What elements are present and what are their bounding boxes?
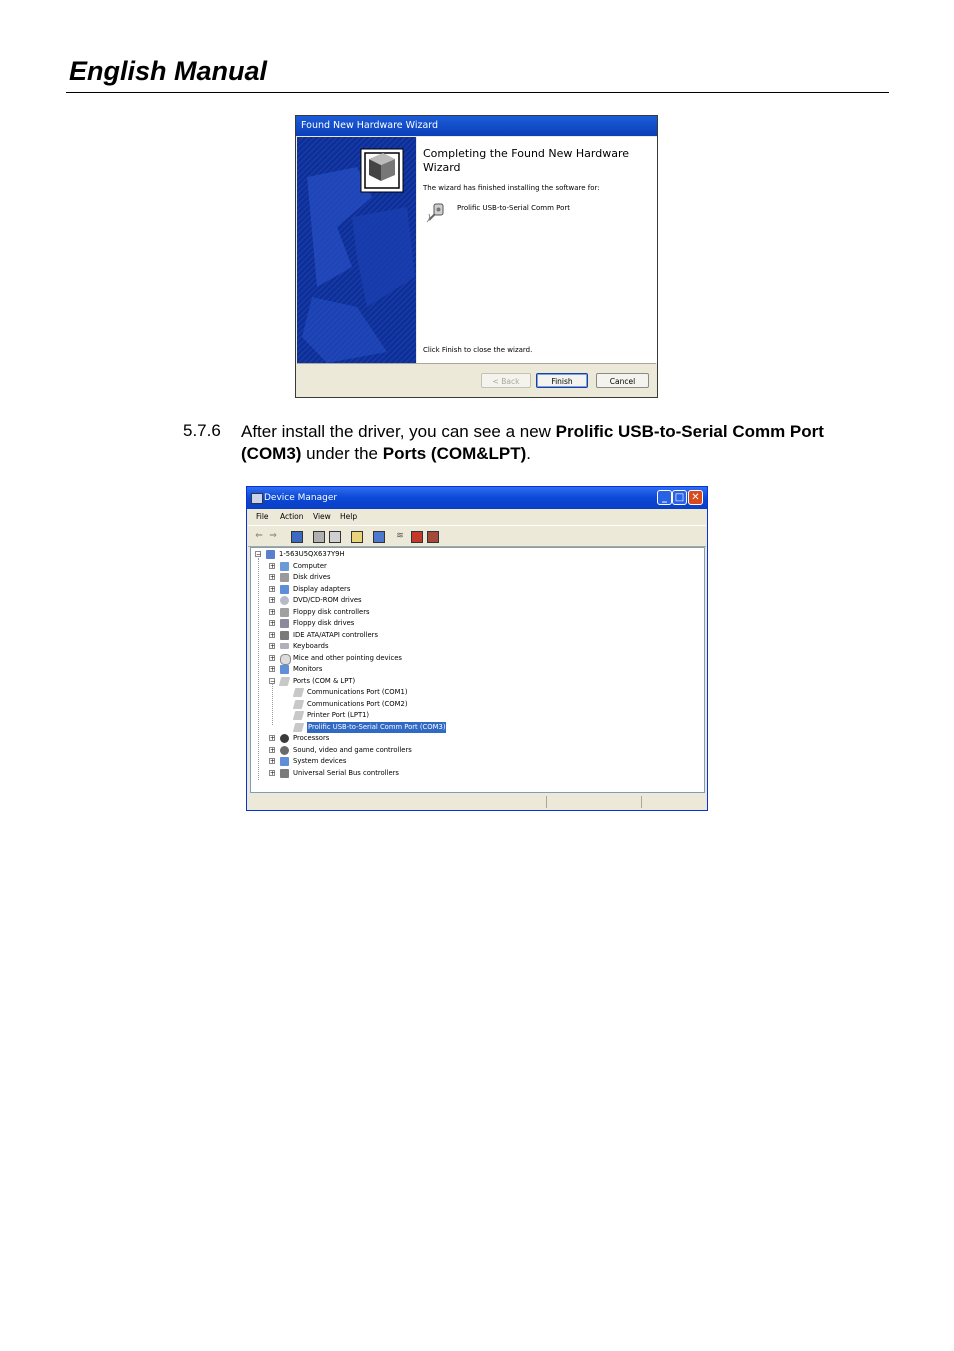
- mouse-icon: [280, 654, 291, 665]
- properties-icon[interactable]: [313, 531, 325, 543]
- expand-toggle[interactable]: +: [270, 597, 276, 604]
- status-divider: [546, 796, 547, 808]
- computer-icon: [280, 562, 289, 571]
- wizard-heading: Completing the Found New Hardware Wizard: [423, 147, 629, 174]
- expand-toggle[interactable]: +: [270, 643, 276, 650]
- minimize-button[interactable]: _: [657, 490, 672, 505]
- step-text-part: After install the driver, you can see a new: [241, 422, 556, 441]
- step-bold-device: Prolific USB-to-Serial Comm Port (COM3): [241, 422, 824, 463]
- tree-item[interactable]: [251, 733, 701, 744]
- tree-item-label: Sound, video and game controllers: [293, 745, 412, 754]
- expand-toggle[interactable]: +: [270, 574, 276, 581]
- usb-icon: [280, 769, 289, 778]
- expand-toggle[interactable]: +: [270, 620, 276, 627]
- disk-icon: [280, 573, 289, 582]
- menu-bar: [248, 509, 706, 525]
- expand-toggle[interactable]: +: [270, 631, 276, 639]
- port-icon: [293, 711, 304, 720]
- tree-item-label: Display adapters: [293, 584, 351, 593]
- device-manager-icon: [251, 493, 263, 504]
- step-text-part: .: [526, 444, 532, 463]
- uninstall-icon[interactable]: [411, 531, 423, 543]
- tree-item-label: IDE ATA/ATAPI controllers: [293, 630, 379, 639]
- menu-file[interactable]: File: [256, 512, 269, 521]
- finish-button[interactable]: Finish: [536, 373, 588, 388]
- dvd-drive-icon: [280, 596, 289, 605]
- tree-item[interactable]: [251, 618, 701, 629]
- device-manager-title: Device Manager: [264, 493, 338, 503]
- tree-item-label: Communications Port (COM1): [307, 688, 408, 696]
- tree-item-ports[interactable]: [251, 676, 701, 687]
- title-rule: [66, 92, 889, 93]
- tree-item-label: Processors: [293, 734, 330, 742]
- port-icon: [293, 723, 304, 732]
- device-manager-window: [246, 486, 708, 811]
- toolbar: [248, 525, 706, 547]
- computer-icon: [266, 550, 275, 559]
- update-driver-icon[interactable]: ≋: [396, 531, 404, 541]
- tree-item-label: Floppy disk controllers: [293, 607, 370, 616]
- forward-arrow-icon[interactable]: ⇒: [269, 531, 277, 541]
- cancel-button[interactable]: Cancel: [596, 373, 649, 388]
- tree-item-label: Floppy disk drives: [293, 619, 355, 627]
- tree-item-label: Mice and other pointing devices: [293, 653, 402, 662]
- tree-item-label: Ports (COM & LPT): [293, 676, 356, 685]
- expand-toggle[interactable]: +: [270, 758, 276, 765]
- device-tree: [250, 547, 705, 793]
- expand-toggle[interactable]: +: [270, 746, 276, 754]
- menu-view[interactable]: View: [313, 512, 331, 521]
- tree-subitem[interactable]: [251, 699, 701, 710]
- status-bar: [248, 794, 706, 809]
- tree-item[interactable]: [251, 630, 701, 641]
- scan-hardware-icon[interactable]: [373, 531, 385, 543]
- step-number: 5.7.6: [183, 421, 221, 440]
- step-bold-ports: Ports (COM&LPT): [382, 444, 527, 463]
- status-divider: [641, 796, 642, 808]
- serial-port-icon: [425, 200, 447, 224]
- back-arrow-icon[interactable]: ⇐: [255, 531, 263, 541]
- tree-item-label: Communications Port (COM2): [307, 699, 408, 708]
- close-button[interactable]: ✕: [688, 490, 703, 505]
- expand-toggle[interactable]: +: [270, 585, 276, 593]
- tree-item[interactable]: [251, 595, 701, 606]
- tree-item[interactable]: [251, 561, 701, 572]
- hardware-wizard-window: [295, 115, 658, 398]
- display-adapter-icon: [280, 585, 289, 594]
- tree-subitem[interactable]: [251, 687, 701, 698]
- tree-item[interactable]: [251, 756, 701, 767]
- monitor-icon: [280, 665, 289, 674]
- tree-item-label: Universal Serial Bus controllers: [293, 768, 399, 777]
- collapse-toggle[interactable]: −: [256, 551, 262, 558]
- wizard-device-name: Prolific USB-to-Serial Comm Port: [457, 204, 570, 212]
- tree-subitem[interactable]: [251, 710, 701, 721]
- wizard-subtext: The wizard has finished installing the software for:: [423, 184, 600, 192]
- expand-toggle[interactable]: +: [270, 769, 276, 777]
- processor-icon: [280, 734, 289, 743]
- page-title: English Manual: [69, 56, 268, 86]
- expand-toggle[interactable]: +: [270, 666, 276, 673]
- tree-item-label: Prolific USB-to-Serial Comm Port (COM3): [308, 722, 446, 731]
- tree-item-label: Monitors: [293, 665, 323, 673]
- port-icon: [293, 688, 304, 697]
- tree-item-label: Keyboards: [293, 642, 329, 650]
- print-icon[interactable]: [329, 531, 341, 543]
- menu-action[interactable]: Action: [280, 512, 304, 521]
- wizard-title-bar: Found New Hardware Wizard: [296, 116, 657, 136]
- tree-item[interactable]: [251, 664, 701, 675]
- ide-controller-icon: [280, 631, 289, 640]
- wizard-banner-graphic: [297, 137, 416, 363]
- tree-item[interactable]: [251, 745, 701, 756]
- tree-item[interactable]: [251, 572, 701, 583]
- sound-icon: [280, 746, 289, 755]
- disable-icon[interactable]: [427, 531, 439, 543]
- wizard-side-panel: [297, 137, 416, 363]
- tree-item[interactable]: [251, 584, 701, 595]
- wizard-close-hint: Click Finish to close the wizard.: [423, 346, 533, 354]
- expand-toggle[interactable]: +: [270, 735, 276, 742]
- device-manager-title-bar: [247, 487, 707, 509]
- tree-root-label: 1-563U5QX637Y9H: [279, 550, 345, 558]
- expand-toggle[interactable]: +: [270, 608, 276, 616]
- port-icon: [279, 677, 290, 686]
- wizard-content-panel: [417, 137, 657, 363]
- wizard-separator: [297, 363, 656, 364]
- system-devices-icon: [280, 757, 289, 766]
- keyboard-icon: [280, 643, 289, 649]
- floppy-drive-icon: [280, 619, 289, 628]
- expand-toggle[interactable]: +: [270, 654, 276, 662]
- tree-item-label: Disk drives: [293, 573, 331, 581]
- tree-item-label: System devices: [293, 757, 347, 765]
- port-icon: [293, 700, 304, 709]
- expand-toggle[interactable]: +: [270, 562, 276, 570]
- tree-item[interactable]: [251, 607, 701, 618]
- tree-root[interactable]: [251, 549, 701, 560]
- step-text: [241, 421, 871, 465]
- tree-item[interactable]: [251, 641, 701, 652]
- tree-item-label: DVD/CD-ROM drives: [293, 596, 362, 604]
- tree-subitem-selected[interactable]: [251, 722, 701, 733]
- floppy-controller-icon: [280, 608, 289, 617]
- console-tree-icon[interactable]: [291, 531, 303, 543]
- step-text-part: under the: [301, 444, 383, 463]
- tree-item[interactable]: [251, 653, 701, 664]
- tree-item[interactable]: [251, 768, 701, 779]
- tree-item-label: Computer: [293, 561, 327, 570]
- help-icon[interactable]: [351, 531, 363, 543]
- menu-help[interactable]: Help: [340, 512, 358, 521]
- collapse-toggle[interactable]: −: [270, 677, 276, 685]
- maximize-button[interactable]: □: [672, 490, 687, 505]
- back-button[interactable]: < Back: [481, 373, 531, 388]
- tree-item-label: Printer Port (LPT1): [307, 711, 370, 719]
